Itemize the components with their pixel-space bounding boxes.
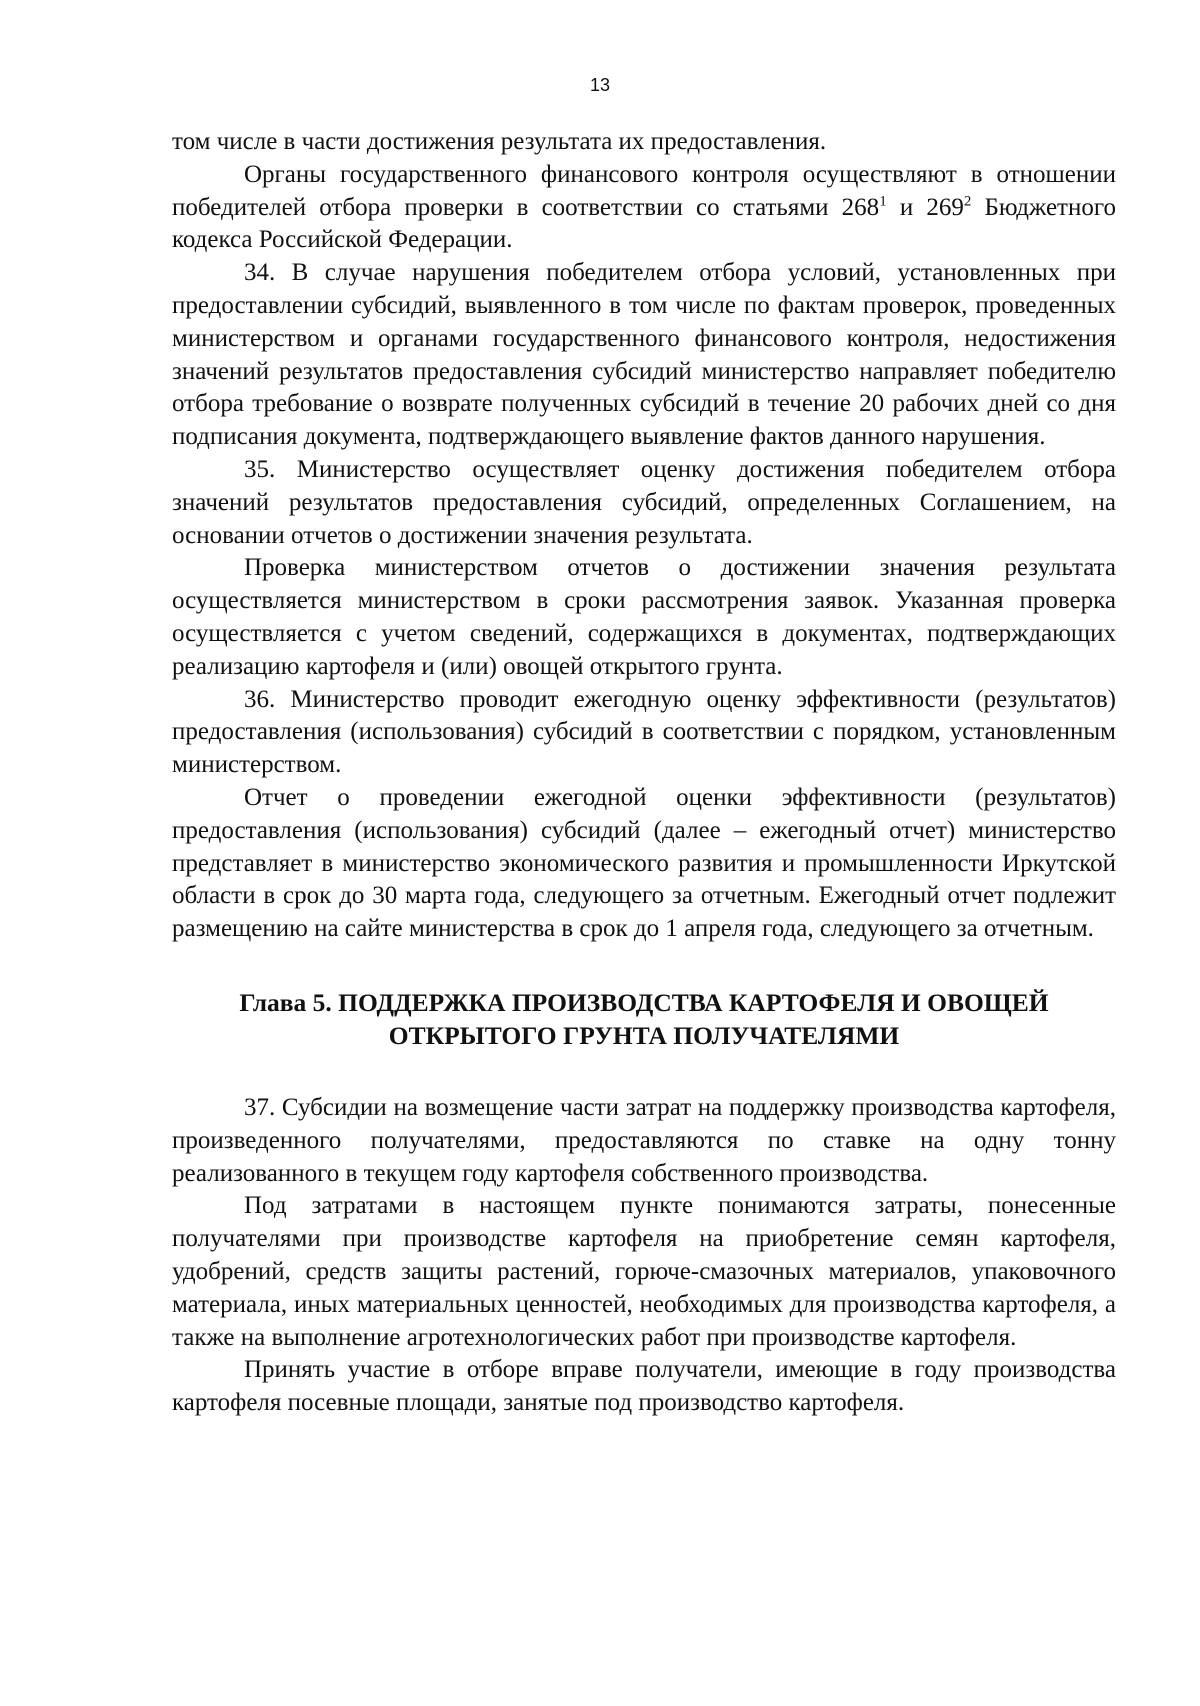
paragraph-item-34: 34. В случае нарушения победителем отбора условий, установленных при предоставлении субсидий, выявленного в том числе по фактам проверок, проведенных министерством и органами государственного финансового контроля, недостижения значений результатов предоставления субсидий министерство направляет победителю отбора требование о возврате полученных субсидий в течение 20 рабочих дней со дня подписания документа, подтверждающего выявление фактов данного нарушения.	[172, 259, 1116, 451]
paragraph-text: Бюджетного кодекса Российской Федерации.	[172, 193, 1116, 254]
paragraph-continuation: том числе в части достижения результата их предоставления.	[172, 128, 827, 155]
page-number: 13	[589, 75, 611, 95]
document-body	[172, 126, 1116, 1420]
superscript: 1	[879, 193, 887, 210]
chapter-heading-line: Глава 5. ПОДДЕРЖКА ПРОИЗВОДСТВА КАРТОФЕЛЯ И ОВОЩЕЙ	[239, 987, 1049, 1017]
paragraph-costs-definition: Под затратами в настоящем пункте понимаются затраты, понесенные получателями при производстве картофеля на приобретение семян картофеля, удобрений, средств защиты растений, горюче-смазочных материалов, упаковочного материала, иных материальных ценностей, необходимых для производства картофеля, а также на выполнение агротехнологических работ при производстве картофеля.	[172, 1192, 1116, 1351]
paragraph-financial-control	[172, 159, 1116, 257]
paragraph-annual-report: Отчет о проведении ежегодной оценки эффективности (результатов) предоставления (использования) субсидий (далее – ежегодный отчет) министерство представляет в министерство экономического развития и промышленности Иркутской области в срок до 30 марта года, следующего за отчетным. Ежегодный отчет подлежит размещению на сайте министерства в срок до 1 апреля года, следующего за отчетным.	[172, 783, 1116, 943]
chapter-heading	[172, 986, 1116, 1052]
superscript: 2	[963, 193, 972, 210]
paragraph-text: и 269	[899, 193, 964, 221]
paragraph-item-35: 35. Министерство осуществляет оценку достижения победителем отбора значений результатов предоставления субсидий, определенных Соглашением, на основании отчетов о достижении значения результата.	[172, 455, 1116, 549]
paragraph-participation: Принять участие в отборе вправе получатели, имеющие в году производства картофеля посевные площади, занятые под производство картофеля.	[172, 1356, 1116, 1417]
chapter-heading-line: ОТКРЫТОГО ГРУНТА ПОЛУЧАТЕЛЯМИ	[388, 1020, 900, 1050]
paragraph-item-36: 36. Министерство проводит ежегодную оценку эффективности (результатов) предоставления (использования) субсидий в соответствии с порядком, установленным министерством.	[172, 685, 1116, 779]
paragraph-text: Органы государственного финансового контроля осуществляют в отношении победителей отбора проверки в соответствии со статьями 268	[172, 160, 1116, 221]
paragraph-report-check: Проверка министерством отчетов о достижении значения результата осуществляется министерством в сроки рассмотрения заявок. Указанная проверка осуществляется с учетом сведений, содержащихся в документах, подтверждающих реализацию картофеля и (или) овощей открытого грунта.	[172, 554, 1116, 680]
paragraph-item-37: 37. Субсидии на возмещение части затрат на поддержку производства картофеля, произведенного получателями, предоставляются по ставке на одну тонну реализованного в текущем году картофеля собственного производства.	[172, 1093, 1116, 1187]
